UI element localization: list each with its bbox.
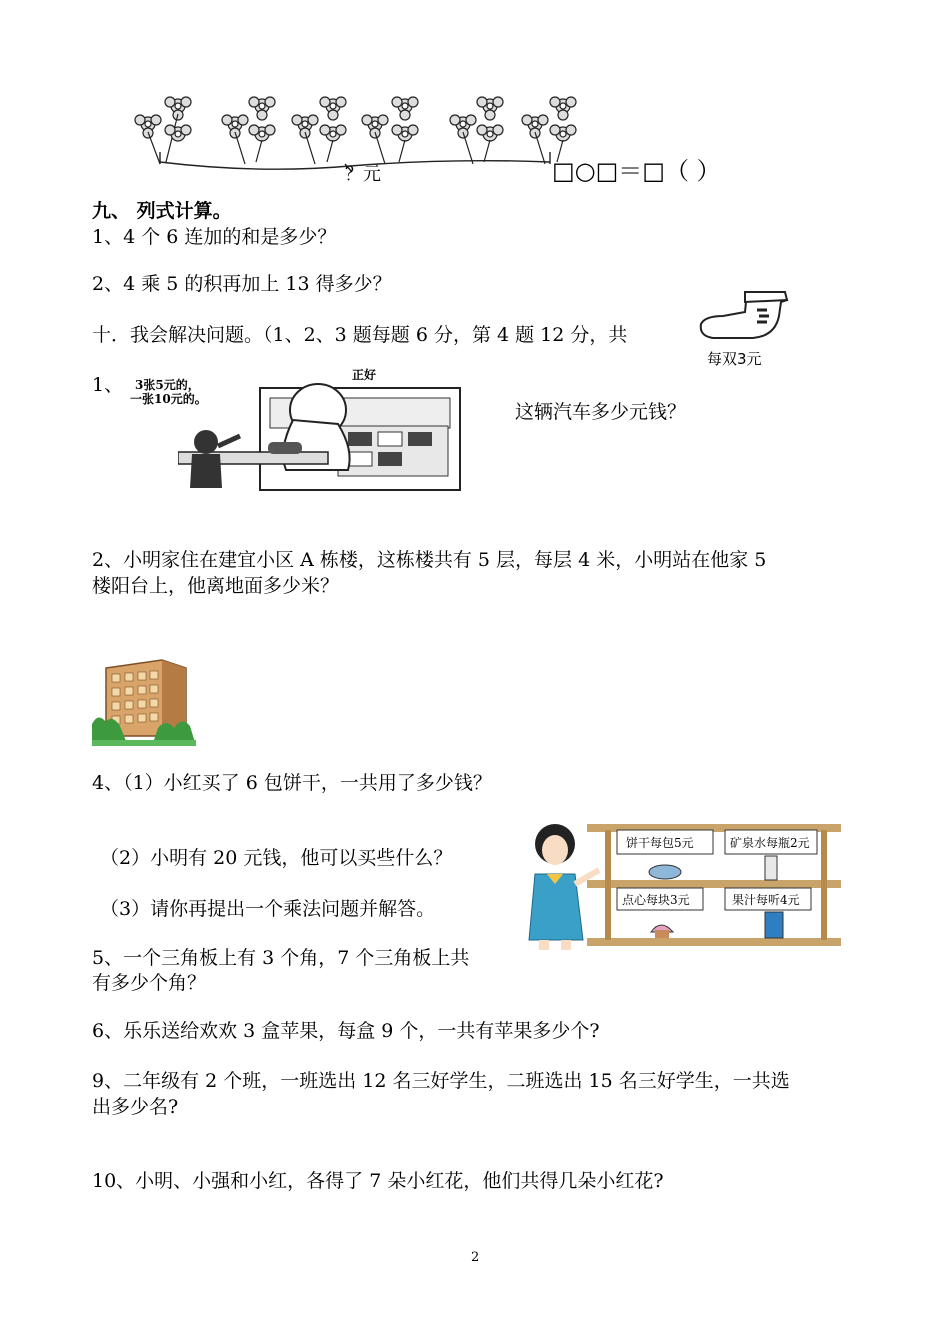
shop-counter-illustration [178,370,468,492]
speech-bubble-line-2: 一张10元的。 [130,392,207,406]
shelf-sign-juice: 果汁每听4元 [732,893,800,907]
section-9-question-2: 2、4 乘 5 的积再加上 13 得多少？ [92,273,392,295]
question-1-text: 这辆汽车多少元钱？ [515,401,687,423]
question-6: 6、乐乐送给欢欢 3 盒苹果，每盒 9 个，一共有苹果多少个? [92,1020,600,1042]
question-2-line-1: 2、小明家住在建宜小区 A 栋楼，这栋楼共有 5 层，每层 4 米，小明站在他家 5 [92,549,767,571]
question-5-line-2: 有多少个角？ [92,972,207,994]
building-illustration [92,654,196,746]
section-9-question-1: 1、4 个 6 连加的和是多少？ [92,226,337,248]
question-5-line-1: 5、一个三角板上有 3 个角，7 个三角板上共 [92,947,470,969]
flowers-equation: □○□＝□（ ） [552,157,721,185]
question-4-part-1: 4、（1）小红买了 6 包饼干，一共用了多少钱？ [92,772,492,794]
page-number: 2 [471,1250,480,1265]
question-10: 10、小明、小强和小红，各得了 7 朵小红花，他们共得几朵小红花? [92,1170,664,1192]
flowers-price-label: ？元 [345,164,381,185]
question-2-line-2: 楼阳台上，他离地面多少米？ [92,575,340,597]
shelf-sign-snack: 点心每块3元 [622,893,690,907]
question-4-part-2: （2）小明有 20 元钱，他可以买些什么？ [100,847,453,869]
sock-price-label: 每双3元 [707,350,762,368]
shelf-sign-water: 矿泉水每瓶2元 [730,836,810,850]
speech-bubble-line-1: 3张5元的， [135,378,200,392]
question-9-line-2: 出多少名? [92,1096,179,1118]
sock-icon [695,286,800,346]
question-4-part-3: （3）请你再提出一个乘法问题并解答。 [100,898,436,920]
section-9-title: 九、 列式计算。 [92,200,232,222]
question-1-number: 1、 [92,374,124,396]
shelf-sign-biscuit: 饼干每包5元 [626,836,694,850]
question-9-line-1: 9、二年级有 2 个班，一班选出 12 名三好学生，二班选出 15 名三好学生，一共选 [92,1070,790,1092]
section-10-title: 十．我会解决问题。（1、2、3 题每题 6 分，第 4 题 12 分，共 [92,324,628,346]
shopkeeper-reply: 正好 [352,368,377,382]
